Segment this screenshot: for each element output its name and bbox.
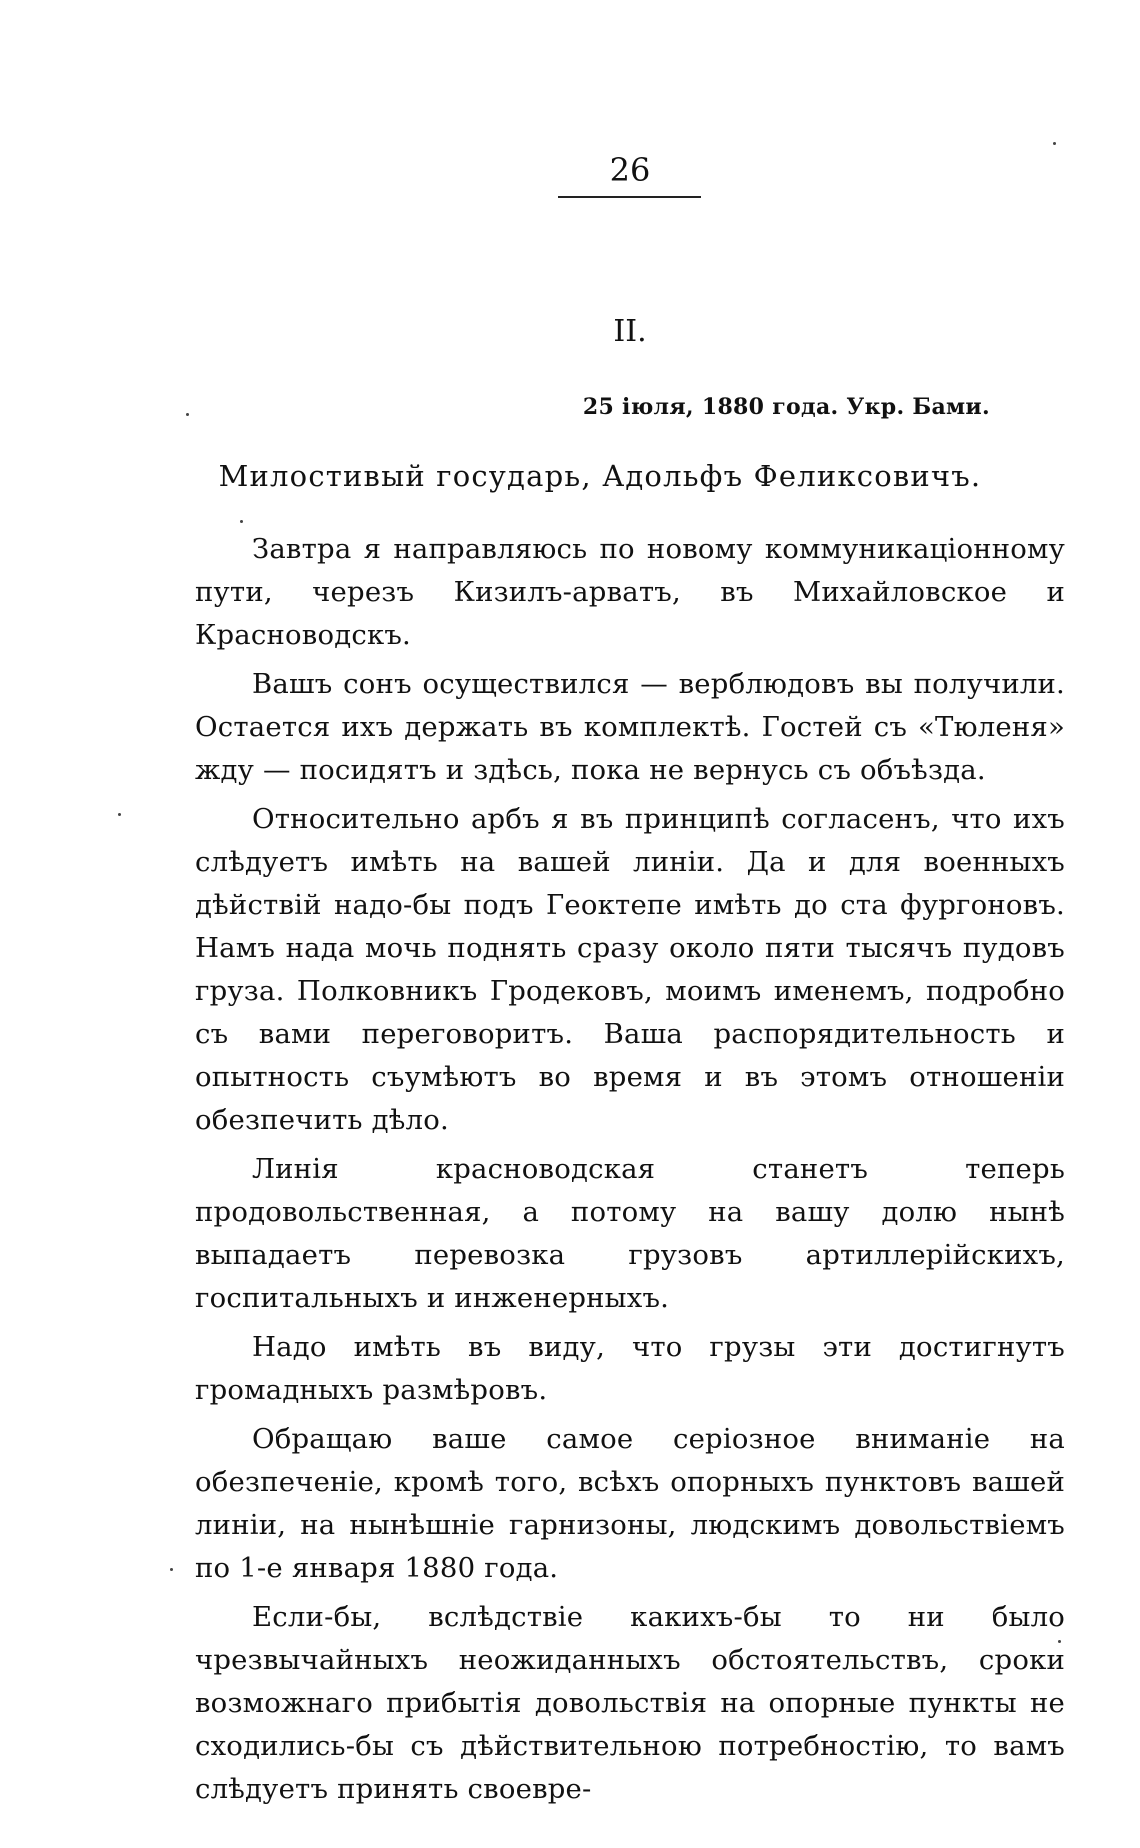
scan-speck <box>1053 142 1056 145</box>
scan-speck <box>240 520 243 523</box>
letter-dateline: 25 іюля, 1880 года. Укр. Бами. <box>582 394 990 420</box>
page-number: 26 <box>609 151 651 189</box>
section-numeral: II. <box>613 314 647 349</box>
paragraph-4: Линія красноводская станетъ теперь продовольственная, а потому на вашу долю нынѣ выпадаетъ перевозка грузовъ артиллерійскихъ, госпитальныхъ и инженерныхъ. <box>195 1153 1065 1314</box>
scan-speck <box>1058 1640 1061 1643</box>
paragraph-3: Относительно арбъ я въ принципѣ согласенъ, что ихъ слѣдуетъ имѣть на вашей линіи. Да и для военныхъ дѣйствій надо-бы подъ Геоктепе имѣть до ста фургоновъ. Намъ нада мочь поднять сразу около пяти тысячъ пудовъ груза. Полковникъ Гродековъ, моимъ именемъ, подробно съ вами переговоритъ. Ваша распорядительность и опытность съумѣютъ во время и въ этомъ отношеніи обезпечить дѣло. <box>195 803 1065 1136</box>
paragraph-5: Надо имѣть въ виду, что грузы эти достигнутъ громадныхъ размѣровъ. <box>195 1331 1065 1406</box>
letter-body <box>195 528 1065 1817</box>
scan-speck <box>118 813 121 816</box>
scan-speck <box>170 1568 173 1571</box>
page-number-rule <box>558 196 701 198</box>
paragraph-6: Обращаю ваше самое серіозное вниманіе на обезпеченіе, кромѣ того, всѣхъ опорныхъ пунктовъ вашей линіи, на нынѣшніе гарнизоны, людскимъ довольствіемъ по 1-е января 1880 года. <box>195 1423 1065 1584</box>
paragraph-1: Завтра я направляюсь по новому коммуникаціонному пути, черезъ Кизилъ-арватъ, въ Михайловское и Красноводскъ. <box>195 533 1065 651</box>
paragraph-7: Если-бы, вслѣдствіе какихъ-бы то ни было чрезвычайныхъ неожиданныхъ обстоятельствъ, сроки возможнаго прибытія довольствія на опорные пункты не сходились-бы съ дѣйствительною потребностію, то вамъ слѣдуетъ принять своевре- <box>195 1601 1065 1805</box>
scan-speck <box>186 413 189 416</box>
letter-salutation: Милостивый государь, Адольфъ Феликсовичъ. <box>218 459 982 493</box>
paragraph-2: Вашъ сонъ осуществился — верблюдовъ вы получили. Остается ихъ держать въ комплектѣ. Гостей съ «Тюленя» жду — посидятъ и здѣсь, пока не вернусь съ объѣзда. <box>195 668 1065 786</box>
